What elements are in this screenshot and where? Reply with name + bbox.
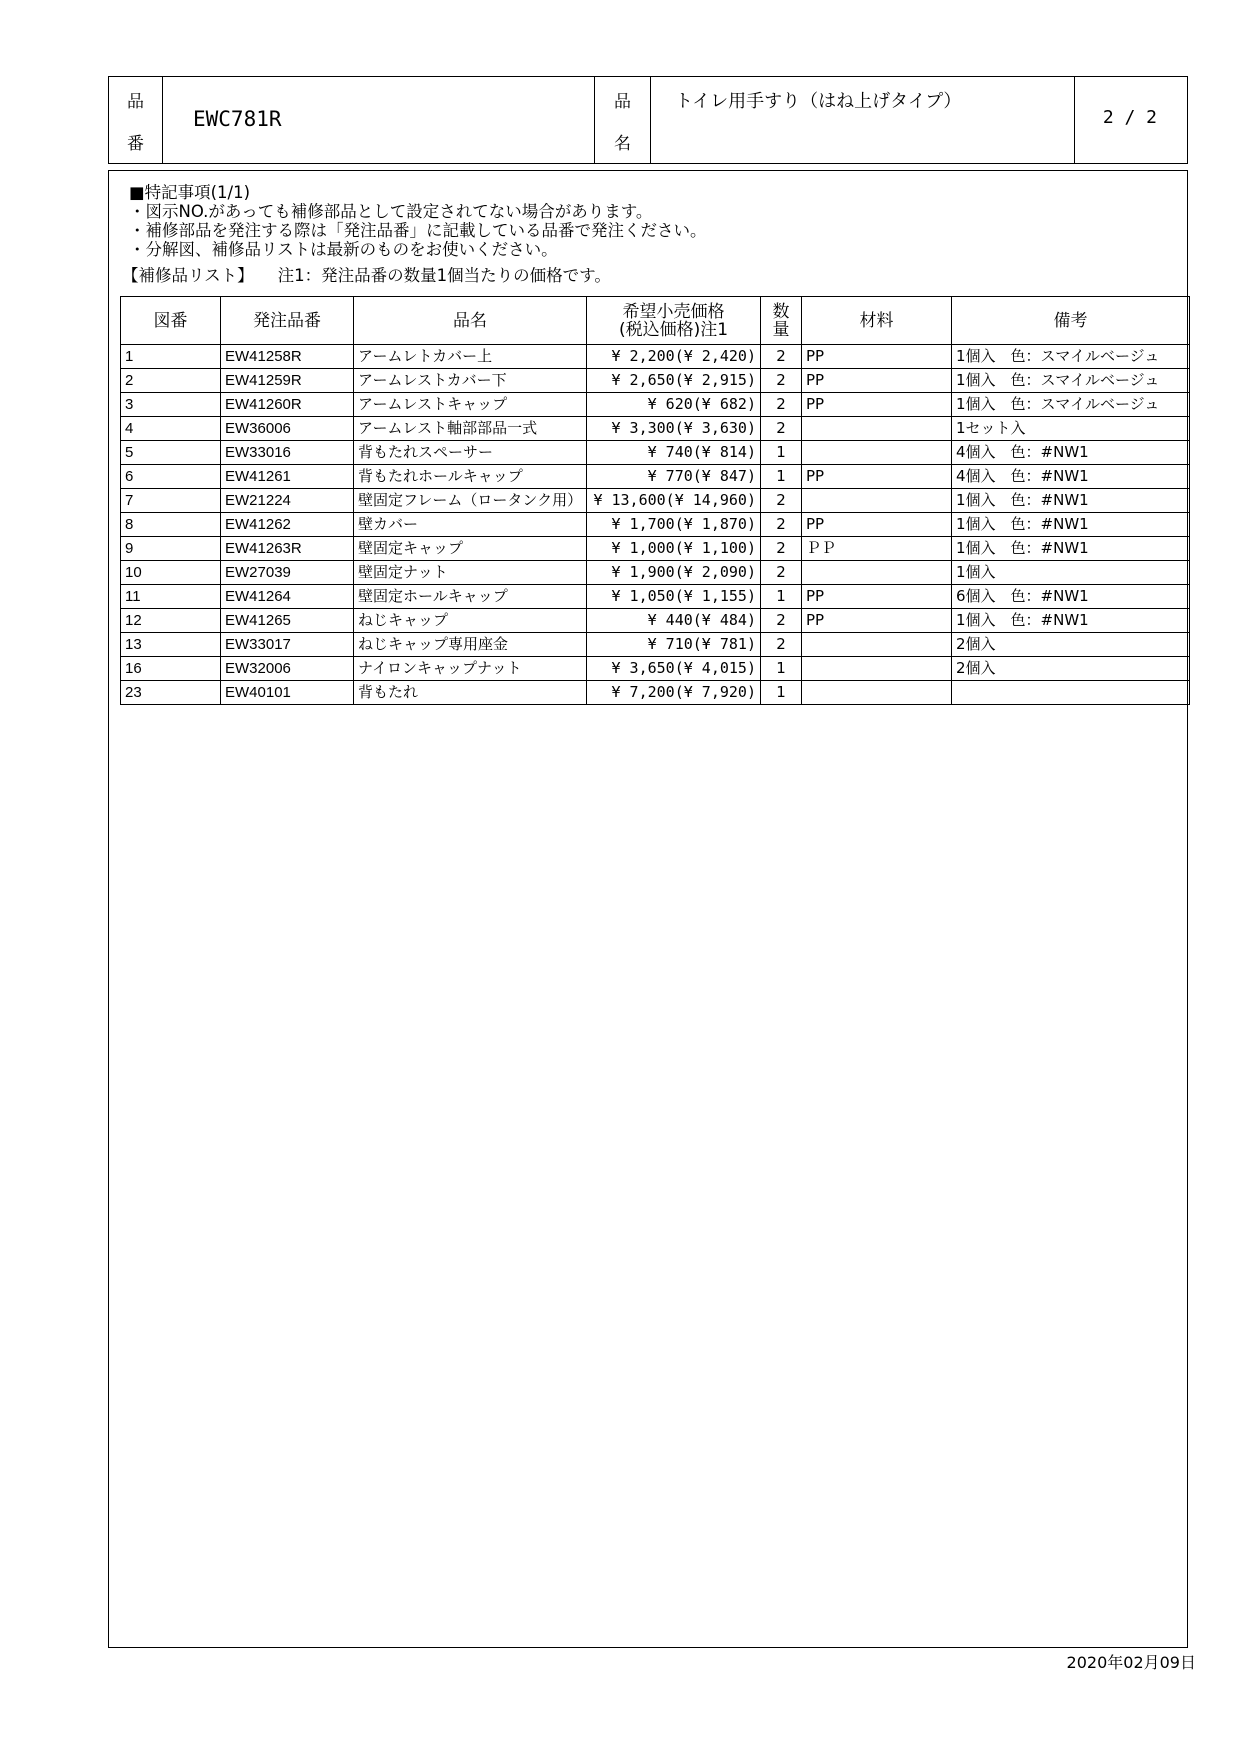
cell-order-no: EW33016 <box>221 441 354 465</box>
cell-remarks: 1個入 色：#NW1 <box>952 513 1190 537</box>
table-row <box>121 441 1190 465</box>
table-row <box>121 585 1190 609</box>
cell-qty: 2 <box>761 393 802 417</box>
header-name: 品名 <box>354 297 587 345</box>
cell-name: アームレストカバー下 <box>354 369 587 393</box>
table-row <box>121 561 1190 585</box>
cell-order-no: EW40101 <box>221 681 354 705</box>
cell-material: ＰＰ <box>802 537 952 561</box>
table-row <box>121 657 1190 681</box>
cell-order-no: EW27039 <box>221 561 354 585</box>
table-header-row <box>121 297 1190 345</box>
cell-material: PP <box>802 369 952 393</box>
cell-remarks: 1個入 <box>952 561 1190 585</box>
cell-name: ねじキャップ <box>354 609 587 633</box>
cell-qty: 2 <box>761 561 802 585</box>
table-row <box>121 513 1190 537</box>
cell-fig: 3 <box>121 393 221 417</box>
cell-fig: 23 <box>121 681 221 705</box>
cell-qty: 2 <box>761 369 802 393</box>
cell-material: PP <box>802 393 952 417</box>
cell-fig: 8 <box>121 513 221 537</box>
cell-order-no: EW32006 <box>221 657 354 681</box>
cell-material <box>802 441 952 465</box>
table-row <box>121 609 1190 633</box>
cell-order-no: EW41263R <box>221 537 354 561</box>
cell-qty: 2 <box>761 633 802 657</box>
cell-name: 背もたれスペーサー <box>354 441 587 465</box>
cell-remarks: 1個入 色：スマイルベージュ <box>952 345 1190 369</box>
cell-qty: 2 <box>761 537 802 561</box>
cell-name: 壁固定ホールキャップ <box>354 585 587 609</box>
header-qty <box>761 297 802 345</box>
cell-remarks: 1個入 色：スマイルベージュ <box>952 369 1190 393</box>
cell-order-no: EW21224 <box>221 489 354 513</box>
cell-material: PP <box>802 345 952 369</box>
cell-remarks: 1個入 色：スマイルベージュ <box>952 393 1190 417</box>
cell-qty: 2 <box>761 417 802 441</box>
cell-remarks <box>952 681 1190 705</box>
note-line: ・図示NO.があっても補修部品として設定されてない場合があります。 <box>129 202 653 221</box>
cell-qty: 1 <box>761 465 802 489</box>
notes-title: ■特記事項(1/1) <box>129 183 251 202</box>
parts-list-heading <box>122 262 611 286</box>
cell-name: アームレトカバー上 <box>354 345 587 369</box>
cell-price: ¥ 1,050(¥ 1,155) <box>587 585 761 609</box>
cell-name: 壁固定ナット <box>354 561 587 585</box>
cell-price: ¥ 2,200(¥ 2,420) <box>587 345 761 369</box>
table-row <box>121 489 1190 513</box>
parts-list-note: 注1：発注品番の数量1個当たりの価格です。 <box>277 266 611 285</box>
cell-price: ¥ 2,650(¥ 2,915) <box>587 369 761 393</box>
table-body <box>121 345 1190 705</box>
cell-order-no: EW41261 <box>221 465 354 489</box>
cell-price: ¥ 1,000(¥ 1,100) <box>587 537 761 561</box>
cell-remarks: 2個入 <box>952 633 1190 657</box>
cell-remarks: 1個入 色：#NW1 <box>952 537 1190 561</box>
part-number-label-top: 品 <box>127 92 144 112</box>
cell-qty: 1 <box>761 441 802 465</box>
header-price-line2: (税込価格)注1 <box>618 319 729 340</box>
table-row <box>121 633 1190 657</box>
cell-name: ねじキャップ専用座金 <box>354 633 587 657</box>
product-name-label-cell <box>595 77 651 163</box>
cell-qty: 2 <box>761 489 802 513</box>
cell-material <box>802 417 952 441</box>
cell-fig: 10 <box>121 561 221 585</box>
cell-remarks: 1個入 色：#NW1 <box>952 609 1190 633</box>
cell-name: ナイロンキャップナット <box>354 657 587 681</box>
cell-order-no: EW33017 <box>221 633 354 657</box>
part-number-label-bottom: 番 <box>127 134 144 154</box>
header-remarks: 備考 <box>952 297 1190 345</box>
parts-table <box>120 296 1190 705</box>
cell-name: 壁固定キャップ <box>354 537 587 561</box>
table-row <box>121 369 1190 393</box>
document-header <box>108 76 1188 164</box>
cell-order-no: EW41265 <box>221 609 354 633</box>
cell-name: 背もたれ <box>354 681 587 705</box>
cell-name: 壁固定フレーム（ロータンク用） <box>354 489 587 513</box>
cell-fig: 6 <box>121 465 221 489</box>
product-name-cell <box>651 77 1075 163</box>
cell-price: ¥ 3,300(¥ 3,630) <box>587 417 761 441</box>
cell-remarks: 6個入 色：#NW1 <box>952 585 1190 609</box>
product-name-label-bottom: 名 <box>614 134 631 154</box>
cell-fig: 7 <box>121 489 221 513</box>
cell-price: ¥ 740(¥ 814) <box>587 441 761 465</box>
cell-price: ¥ 710(¥ 781) <box>587 633 761 657</box>
part-number-label-cell <box>109 77 163 163</box>
cell-price: ¥ 1,900(¥ 2,090) <box>587 561 761 585</box>
table-row <box>121 465 1190 489</box>
table-row <box>121 345 1190 369</box>
note-line: ・分解図、補修品リストは最新のものをお使いください。 <box>129 240 558 259</box>
cell-order-no: EW41258R <box>221 345 354 369</box>
cell-material <box>802 489 952 513</box>
cell-price: ¥ 620(¥ 682) <box>587 393 761 417</box>
part-number-cell <box>163 77 595 163</box>
cell-order-no: EW36006 <box>221 417 354 441</box>
cell-name: アームレストキャップ <box>354 393 587 417</box>
cell-material: PP <box>802 465 952 489</box>
cell-fig: 13 <box>121 633 221 657</box>
cell-name: 背もたれホールキャップ <box>354 465 587 489</box>
cell-qty: 2 <box>761 513 802 537</box>
cell-remarks: 4個入 色：#NW1 <box>952 441 1190 465</box>
header-qty-line2: 量 <box>772 319 790 340</box>
cell-qty: 1 <box>761 681 802 705</box>
parts-list-title: 【補修品リスト】 <box>122 266 254 285</box>
cell-price: ¥ 770(¥ 847) <box>587 465 761 489</box>
issue-date: 2020年02月09日 <box>1066 1653 1196 1672</box>
cell-material <box>802 681 952 705</box>
cell-qty: 2 <box>761 345 802 369</box>
cell-remarks: 1個入 色：#NW1 <box>952 489 1190 513</box>
cell-fig: 11 <box>121 585 221 609</box>
special-notes <box>129 183 707 259</box>
cell-material <box>802 561 952 585</box>
product-name: トイレ用手すり（はね上げタイプ） <box>675 91 962 112</box>
cell-remarks: 4個入 色：#NW1 <box>952 465 1190 489</box>
table-row <box>121 393 1190 417</box>
cell-fig: 12 <box>121 609 221 633</box>
cell-fig: 1 <box>121 345 221 369</box>
cell-remarks: 2個入 <box>952 657 1190 681</box>
cell-qty: 1 <box>761 585 802 609</box>
note-line: ・補修部品を発注する際は「発注品番」に記載している品番で発注ください。 <box>129 221 707 240</box>
cell-price: ¥ 3,650(¥ 4,015) <box>587 657 761 681</box>
cell-material: PP <box>802 609 952 633</box>
cell-order-no: EW41262 <box>221 513 354 537</box>
page-number-cell <box>1075 77 1187 163</box>
page-number: 2 / 2 <box>1102 107 1157 128</box>
cell-fig: 2 <box>121 369 221 393</box>
cell-price: ¥ 1,700(¥ 1,870) <box>587 513 761 537</box>
header-price-line1: 希望小売価格 <box>622 301 725 322</box>
cell-material <box>802 657 952 681</box>
cell-fig: 16 <box>121 657 221 681</box>
cell-material: PP <box>802 513 952 537</box>
cell-order-no: EW41259R <box>221 369 354 393</box>
header-fig: 図番 <box>121 297 221 345</box>
cell-qty: 2 <box>761 609 802 633</box>
cell-fig: 4 <box>121 417 221 441</box>
cell-price: ¥ 13,600(¥ 14,960) <box>587 489 761 513</box>
cell-remarks: 1セット入 <box>952 417 1190 441</box>
cell-name: 壁カバー <box>354 513 587 537</box>
header-price <box>587 297 761 345</box>
cell-order-no: EW41260R <box>221 393 354 417</box>
cell-order-no: EW41264 <box>221 585 354 609</box>
part-number: EWC781R <box>193 107 282 131</box>
cell-material: PP <box>802 585 952 609</box>
table-row <box>121 681 1190 705</box>
cell-fig: 9 <box>121 537 221 561</box>
cell-name: アームレスト軸部部品一式 <box>354 417 587 441</box>
table-row <box>121 417 1190 441</box>
table-row <box>121 537 1190 561</box>
header-qty-line1: 数 <box>772 301 790 322</box>
header-material: 材料 <box>802 297 952 345</box>
product-name-label-top: 品 <box>614 92 631 112</box>
cell-price: ¥ 440(¥ 484) <box>587 609 761 633</box>
cell-material <box>802 633 952 657</box>
cell-qty: 1 <box>761 657 802 681</box>
header-order-no: 発注品番 <box>221 297 354 345</box>
cell-fig: 5 <box>121 441 221 465</box>
cell-price: ¥ 7,200(¥ 7,920) <box>587 681 761 705</box>
